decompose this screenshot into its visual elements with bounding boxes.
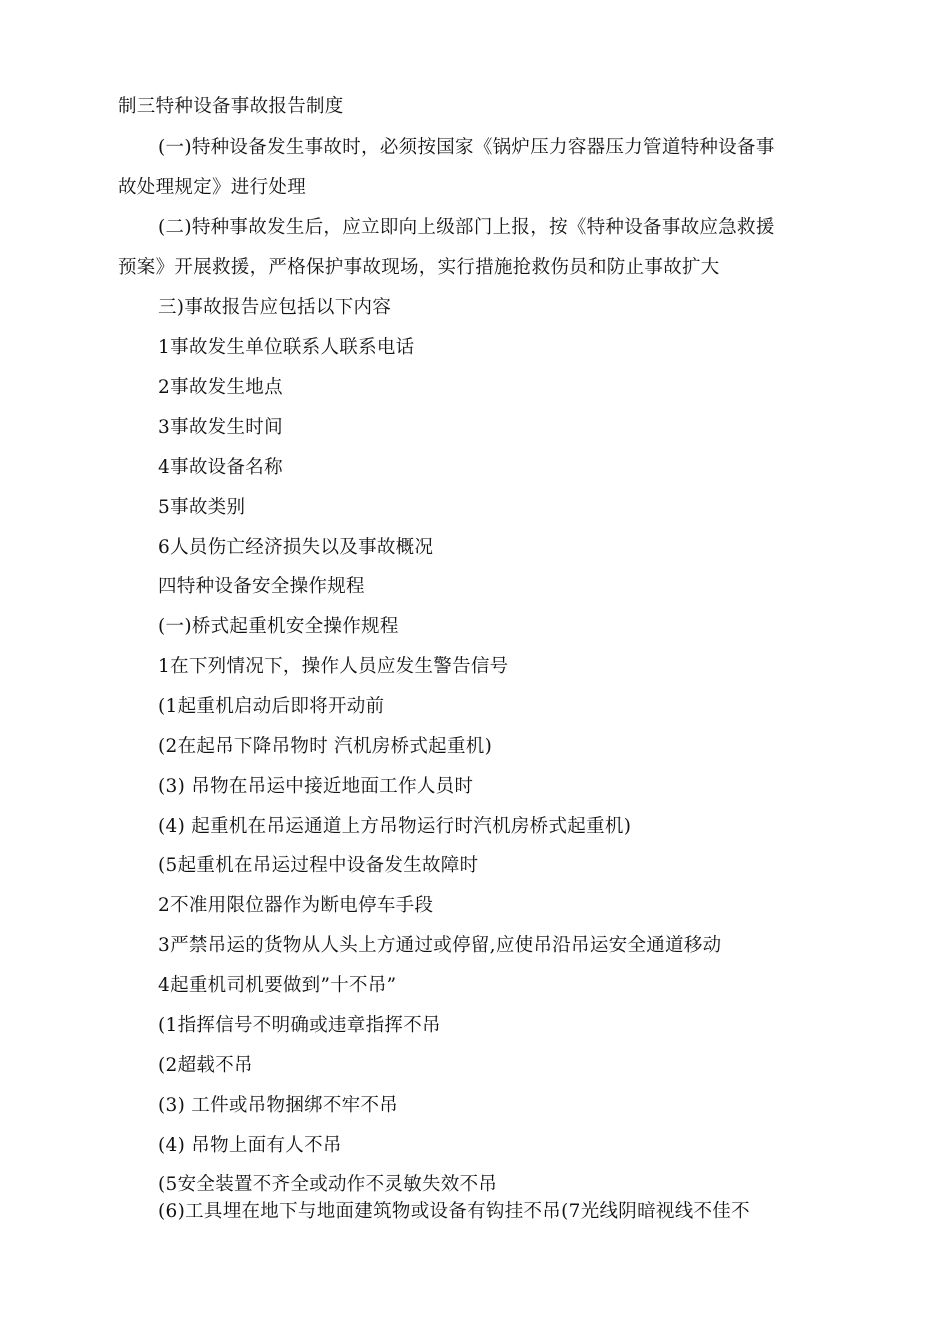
list-item: 4起重机司机要做到”十不吊”	[158, 975, 397, 996]
subheading-bridge-crane: (一)桥式起重机安全操作规程	[158, 616, 399, 637]
list-item: (4) 吊物上面有人不吊	[158, 1135, 342, 1156]
list-item: 1在下列情况下，操作人员应发生警告信号	[158, 656, 509, 677]
list-item: (1指挥信号不明确或违章指挥不吊	[158, 1015, 441, 1036]
list-item: 3严禁吊运的货物从人头上方通过或停留,应使吊沿吊运安全通道移动	[158, 935, 722, 956]
paragraph-line: (二)特种事故发生后，应立即向上级部门上报，按《特种设备事故应急救援	[158, 217, 775, 238]
subheading-report-contents: 三)事故报告应包括以下内容	[158, 297, 392, 318]
section-heading-accident-report: 制三特种设备事故报告制度	[118, 96, 344, 117]
list-item: 2不准用限位器作为断电停车手段	[158, 895, 434, 916]
list-item: (5安全装置不齐全或动作不灵敏失效不吊	[158, 1174, 498, 1195]
paragraph-line: 故处理规定》进行处理	[118, 177, 307, 198]
list-item: (6)工具埋在地下与地面建筑物或设备有钩挂不吊(7光线阴暗视线不佳不	[158, 1201, 750, 1222]
list-item: 1事故发生单位联系人联系电话	[158, 337, 415, 358]
list-item: 5事故类别	[158, 497, 246, 518]
list-item: (3) 吊物在吊运中接近地面工作人员时	[158, 776, 474, 797]
list-item: (3) 工件或吊物捆绑不牢不吊	[158, 1095, 399, 1116]
list-item: (4) 起重机在吊运通道上方吊物运行时汽机房桥式起重机)	[158, 816, 632, 837]
list-item: 6人员伤亡经济损失以及事故概况	[158, 537, 434, 558]
list-item: (5起重机在吊运过程中设备发生故障时	[158, 855, 479, 876]
list-item: 2事故发生地点	[158, 377, 283, 398]
list-item: 4事故设备名称	[158, 457, 283, 478]
paragraph-line: 预案》开展救援，严格保护事故现场，实行措施抢救伤员和防止事故扩大	[118, 257, 720, 278]
list-item: (1起重机启动后即将开动前	[158, 696, 385, 717]
list-item: (2在起吊下降吊物时 汽机房桥式起重机)	[158, 736, 493, 757]
paragraph-line: (一)特种设备发生事故时，必须按国家《锅炉压力容器压力管道特种设备事	[158, 137, 775, 158]
list-item: (2超载不吊	[158, 1055, 253, 1076]
section-heading-safety-rules: 四特种设备安全操作规程	[158, 576, 365, 597]
list-item: 3事故发生时间	[158, 417, 283, 438]
